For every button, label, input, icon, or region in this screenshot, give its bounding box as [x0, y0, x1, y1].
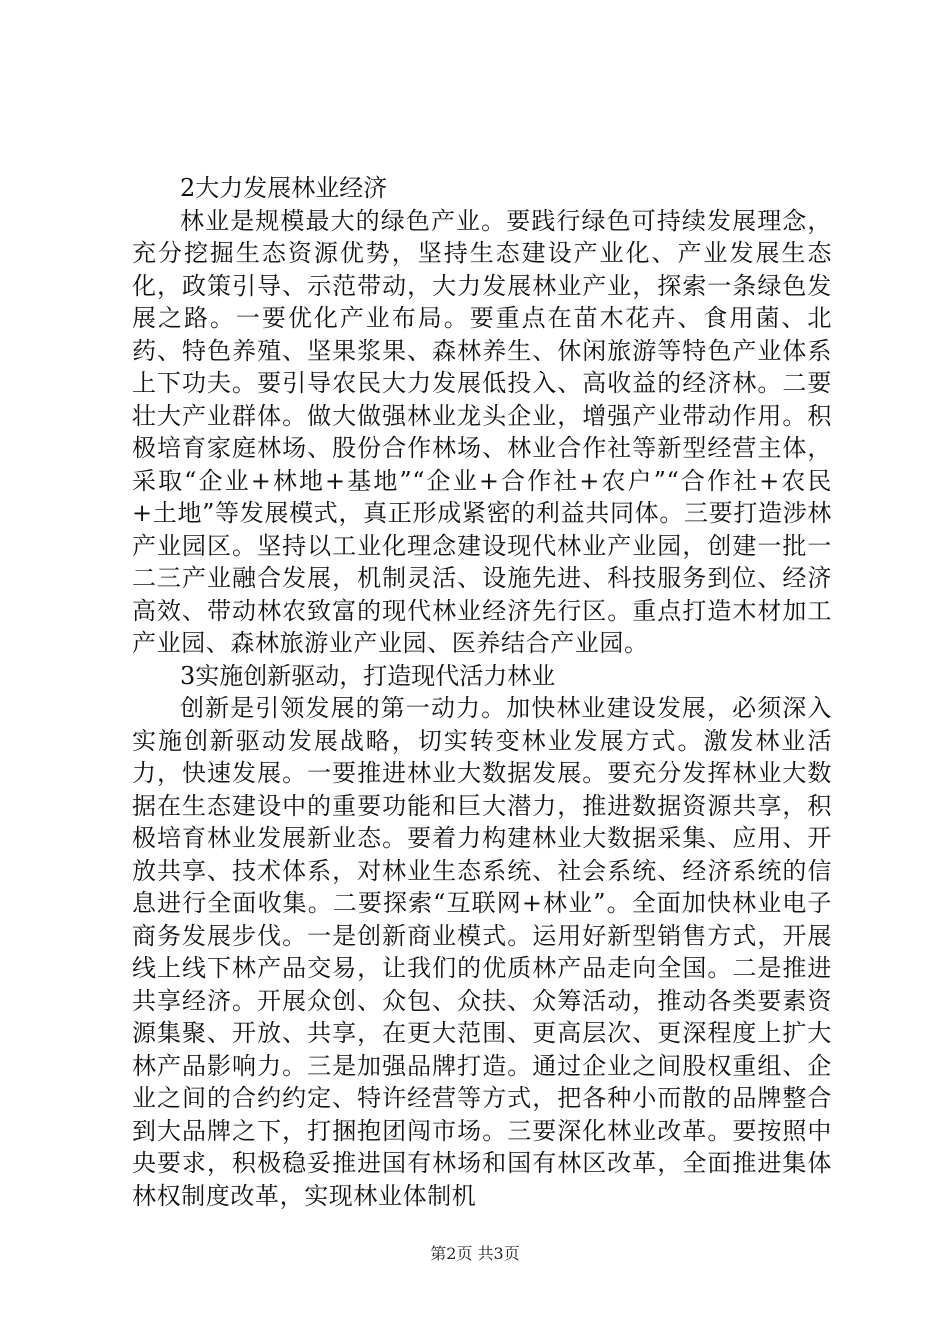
- section-heading: 2大力发展林业经济: [180, 174, 388, 202]
- page-footer: 第2页 共3页: [430, 1244, 520, 1263]
- section-paragraph: 创新是引领发展的第一动力。加快林业建设发展，必须深入实施创新驱动发展战略，切实转变林业发展方式。激发林业活力，快速发展。一要推进林业大数据发展。要充分发挥林业大数据在生态建设中的重要功能和巨大潜力，推进数据资源共享，积极培育林业发展新业态。要着力构建林业大数据采集、应用、开放共享、技术体系，对林业生态系统、社会系统、经济系统的信息进行全面收集。二要探索“互联网+林业”。全面加快林业电子商务发展步伐。一是创新商业模式。运用好新型销售方式，开展线上线下林产品交易，让我们的优质林产品走向全国。二是推进共享经济。开展众创、众包、众扶、众筹活动，推动各类要素资源集聚、开放、共享，在更大范围、更高层次、更深程度上扩大林产品影响力。三是加强品牌打造。通过企业之间股权重组、企业之间的合约约定、特许经营等方式，把各种小而散的品牌整合到大品牌之下，打捆抱团闯市场。三要深化林业改革。要按照中央要求，积极稳妥推进国有林场和国有林区改革，全面推进集体林权制度改革，实现林业体制机: [132, 694, 832, 1210]
- section-heading: 3实施创新驱动，打造现代活力林业: [180, 661, 556, 690]
- document-body: [132, 172, 832, 1212]
- section-paragraph: 林业是规模最大的绿色产业。要践行绿色可持续发展理念，充分挖掘生态资源优势，坚持生态建设产业化、产业发展生态化，政策引导、示范带动，大力发展林业产业，探索一条绿色发展之路。一要优化产业布局。要重点在苗木花卉、食用菌、北药、特色养殖、坚果浆果、森林养生、休闲旅游等特色产业体系上下功夫。要引导农民大力发展低投入、高收益的经济林。二要壮大产业群体。做大做强林业龙头企业，增强产业带动作用。积极培育家庭林场、股份合作林场、林业合作社等新型经营主体，采取“企业+林地+基地”“企业+合作社+农户”“合作社+农民+土地”等发展模式，真正形成紧密的利益共同体。三要打造涉林产业园区。坚持以工业化理念建设现代林业产业园，创建一批一二三产业融合发展，机制灵活、设施先进、科技服务到位、经济高效、带动林农致富的现代林业经济先行区。重点打造木材加工产业园、森林旅游业产业园、医养结合产业园。: [132, 206, 832, 657]
